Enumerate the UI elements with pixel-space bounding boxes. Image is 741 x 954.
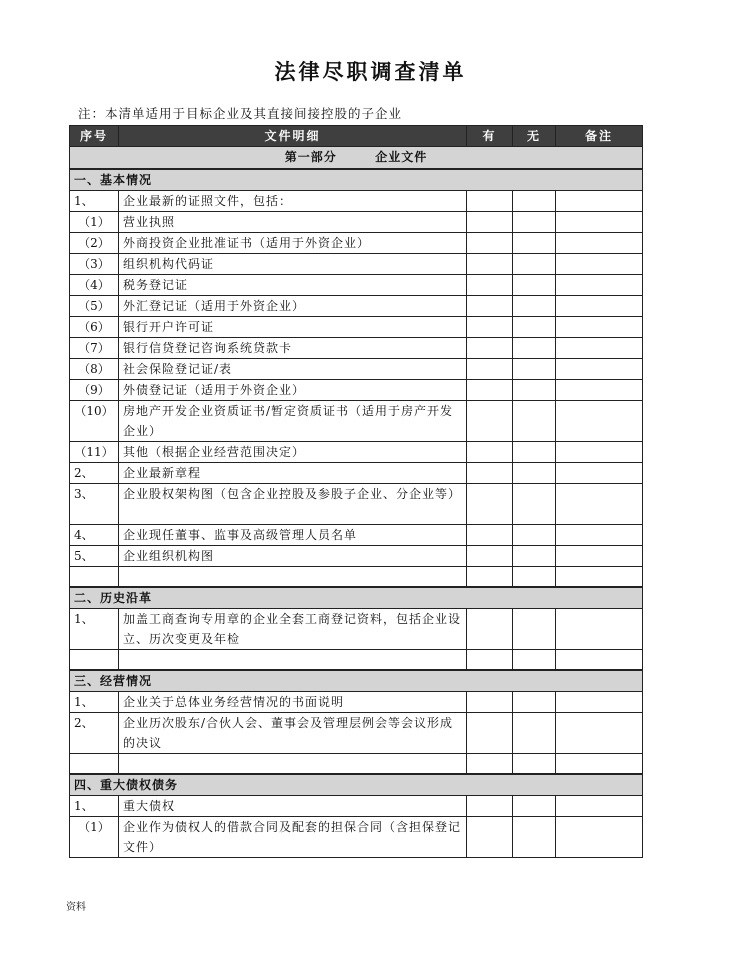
table-row xyxy=(70,359,643,380)
table-row xyxy=(70,338,643,359)
header-seq: 序号 xyxy=(70,126,119,147)
table-row xyxy=(70,484,643,525)
yes-cell[interactable] xyxy=(467,692,513,713)
remark-cell[interactable] xyxy=(556,442,643,463)
section-title: 二、历史沿革 xyxy=(70,587,643,609)
table-row xyxy=(70,796,643,817)
scope-note: 注：本清单适用于目标企业及其直接间接控股的子企业 xyxy=(78,106,403,121)
yes-cell[interactable] xyxy=(467,401,513,442)
empty-row xyxy=(70,650,643,671)
row-text: 企业历次股东/合伙人会、董事会及管理层例会等会议形成的决议 xyxy=(119,713,467,754)
table-row xyxy=(70,212,643,233)
yes-cell[interactable] xyxy=(467,484,513,525)
row-num: （7） xyxy=(70,338,119,359)
section-row xyxy=(70,774,643,796)
row-num: （1） xyxy=(70,212,119,233)
header-yes: 有 xyxy=(467,126,513,147)
yes-cell[interactable] xyxy=(467,796,513,817)
remark-cell[interactable] xyxy=(556,317,643,338)
row-num: （8） xyxy=(70,359,119,380)
row-text: 加盖工商查询专用章的企业全套工商登记资料，包括企业设立、历次变更及年检 xyxy=(119,609,467,650)
no-cell[interactable] xyxy=(513,401,556,442)
table-row xyxy=(70,463,643,484)
yes-cell[interactable] xyxy=(467,463,513,484)
remark-cell[interactable] xyxy=(556,546,643,567)
row-num: （3） xyxy=(70,254,119,275)
remark-cell[interactable] xyxy=(556,401,643,442)
row-text: 外债登记证（适用于外资企业） xyxy=(119,380,467,401)
empty-row xyxy=(70,754,643,775)
row-num: 3、 xyxy=(70,484,119,525)
remark-cell[interactable] xyxy=(556,212,643,233)
table-row xyxy=(70,380,643,401)
section-row xyxy=(70,670,643,692)
footer-label: 资料 xyxy=(66,902,86,913)
row-num: （6） xyxy=(70,317,119,338)
row-text: 重大债权 xyxy=(119,796,467,817)
remark-cell[interactable] xyxy=(556,191,643,212)
no-cell[interactable] xyxy=(513,380,556,401)
no-cell[interactable] xyxy=(513,212,556,233)
remark-cell[interactable] xyxy=(556,817,643,858)
no-cell[interactable] xyxy=(513,317,556,338)
no-cell[interactable] xyxy=(513,609,556,650)
remark-cell[interactable] xyxy=(556,275,643,296)
row-text: 企业现任董事、监事及高级管理人员名单 xyxy=(119,525,467,546)
no-cell[interactable] xyxy=(513,692,556,713)
no-cell[interactable] xyxy=(513,359,556,380)
remark-cell[interactable] xyxy=(556,380,643,401)
row-text: 税务登记证 xyxy=(119,275,467,296)
no-cell[interactable] xyxy=(513,254,556,275)
table-row xyxy=(70,442,643,463)
no-cell[interactable] xyxy=(513,817,556,858)
yes-cell[interactable] xyxy=(467,609,513,650)
remark-cell[interactable] xyxy=(556,338,643,359)
table-row xyxy=(70,275,643,296)
row-num: （10） xyxy=(70,401,119,442)
yes-cell[interactable] xyxy=(467,254,513,275)
table-row xyxy=(70,296,643,317)
row-num: （11） xyxy=(70,442,119,463)
section-row xyxy=(70,587,643,609)
row-num: 4、 xyxy=(70,525,119,546)
row-num: 2、 xyxy=(70,463,119,484)
table-row xyxy=(70,546,643,567)
header-detail: 文件明细 xyxy=(119,126,467,147)
checklist-table xyxy=(69,125,643,858)
empty-row xyxy=(70,567,643,588)
yes-cell[interactable] xyxy=(467,713,513,754)
row-num: 1、 xyxy=(70,609,119,650)
table-row xyxy=(70,525,643,546)
remark-cell[interactable] xyxy=(556,359,643,380)
remark-cell[interactable] xyxy=(556,525,643,546)
yes-cell[interactable] xyxy=(467,525,513,546)
yes-cell[interactable] xyxy=(467,191,513,212)
row-num: （1） xyxy=(70,817,119,858)
yes-cell[interactable] xyxy=(467,233,513,254)
remark-cell[interactable] xyxy=(556,796,643,817)
yes-cell[interactable] xyxy=(467,546,513,567)
yes-cell[interactable] xyxy=(467,296,513,317)
row-text: 企业作为债权人的借款合同及配套的担保合同（含担保登记文件） xyxy=(119,817,467,858)
no-cell[interactable] xyxy=(513,233,556,254)
row-text: 银行开户许可证 xyxy=(119,317,467,338)
table-row xyxy=(70,401,643,442)
remark-cell[interactable] xyxy=(556,609,643,650)
yes-cell[interactable] xyxy=(467,275,513,296)
no-cell[interactable] xyxy=(513,525,556,546)
no-cell[interactable] xyxy=(513,713,556,754)
table-row xyxy=(70,817,643,858)
section-title: 一、基本情况 xyxy=(70,169,643,191)
row-text: 其他（根据企业经营范围决定） xyxy=(119,442,467,463)
yes-cell[interactable] xyxy=(467,817,513,858)
row-num: 2、 xyxy=(70,713,119,754)
row-text: 房地产开发企业资质证书/暂定资质证书（适用于房产开发企业） xyxy=(119,401,467,442)
section-title: 四、重大债权债务 xyxy=(70,774,643,796)
remark-cell[interactable] xyxy=(556,692,643,713)
no-cell[interactable] xyxy=(513,275,556,296)
remark-cell[interactable] xyxy=(556,254,643,275)
no-cell[interactable] xyxy=(513,484,556,525)
row-num: （2） xyxy=(70,233,119,254)
part-label: 第一部分 xyxy=(284,150,337,164)
table-row xyxy=(70,713,643,754)
yes-cell[interactable] xyxy=(467,380,513,401)
remark-cell[interactable] xyxy=(556,463,643,484)
yes-cell[interactable] xyxy=(467,212,513,233)
row-text: 银行信贷登记咨询系统贷款卡 xyxy=(119,338,467,359)
row-num: （9） xyxy=(70,380,119,401)
row-text: 营业执照 xyxy=(119,212,467,233)
part-row xyxy=(70,147,643,170)
row-num: （4） xyxy=(70,275,119,296)
row-text: 外汇登记证（适用于外资企业） xyxy=(119,296,467,317)
yes-cell[interactable] xyxy=(467,442,513,463)
remark-cell[interactable] xyxy=(556,296,643,317)
row-num: 1、 xyxy=(70,692,119,713)
row-num: 5、 xyxy=(70,546,119,567)
table-row xyxy=(70,191,643,212)
row-text: 外商投资企业批准证书（适用于外资企业） xyxy=(119,233,467,254)
no-cell[interactable] xyxy=(513,546,556,567)
yes-cell[interactable] xyxy=(467,338,513,359)
table-row xyxy=(70,317,643,338)
yes-cell[interactable] xyxy=(467,317,513,338)
row-num: 1、 xyxy=(70,796,119,817)
remark-cell[interactable] xyxy=(556,484,643,525)
part-name: 企业文件 xyxy=(375,150,428,164)
no-cell[interactable] xyxy=(513,796,556,817)
document-title: 法律尽职调查清单 xyxy=(274,59,467,84)
header-no: 无 xyxy=(513,126,556,147)
row-num: 1、 xyxy=(70,191,119,212)
section-title: 三、经营情况 xyxy=(70,670,643,692)
table-row xyxy=(70,254,643,275)
row-num: （5） xyxy=(70,296,119,317)
row-text: 企业组织机构图 xyxy=(119,546,467,567)
no-cell[interactable] xyxy=(513,296,556,317)
table-row xyxy=(70,692,643,713)
table-row xyxy=(70,233,643,254)
row-text: 企业股权架构图（包含企业控股及参股子企业、分企业等） xyxy=(119,484,467,525)
table-row xyxy=(70,609,643,650)
remark-cell[interactable] xyxy=(556,713,643,754)
row-text: 企业最新的证照文件，包括： xyxy=(119,191,467,212)
row-text: 企业最新章程 xyxy=(119,463,467,484)
row-text: 企业关于总体业务经营情况的书面说明 xyxy=(119,692,467,713)
no-cell[interactable] xyxy=(513,442,556,463)
yes-cell[interactable] xyxy=(467,359,513,380)
no-cell[interactable] xyxy=(513,463,556,484)
row-text: 组织机构代码证 xyxy=(119,254,467,275)
table-header-row xyxy=(70,126,643,147)
section-row xyxy=(70,169,643,191)
no-cell[interactable] xyxy=(513,338,556,359)
row-text: 社会保险登记证/表 xyxy=(119,359,467,380)
remark-cell[interactable] xyxy=(556,233,643,254)
no-cell[interactable] xyxy=(513,191,556,212)
header-remark: 备注 xyxy=(556,126,643,147)
